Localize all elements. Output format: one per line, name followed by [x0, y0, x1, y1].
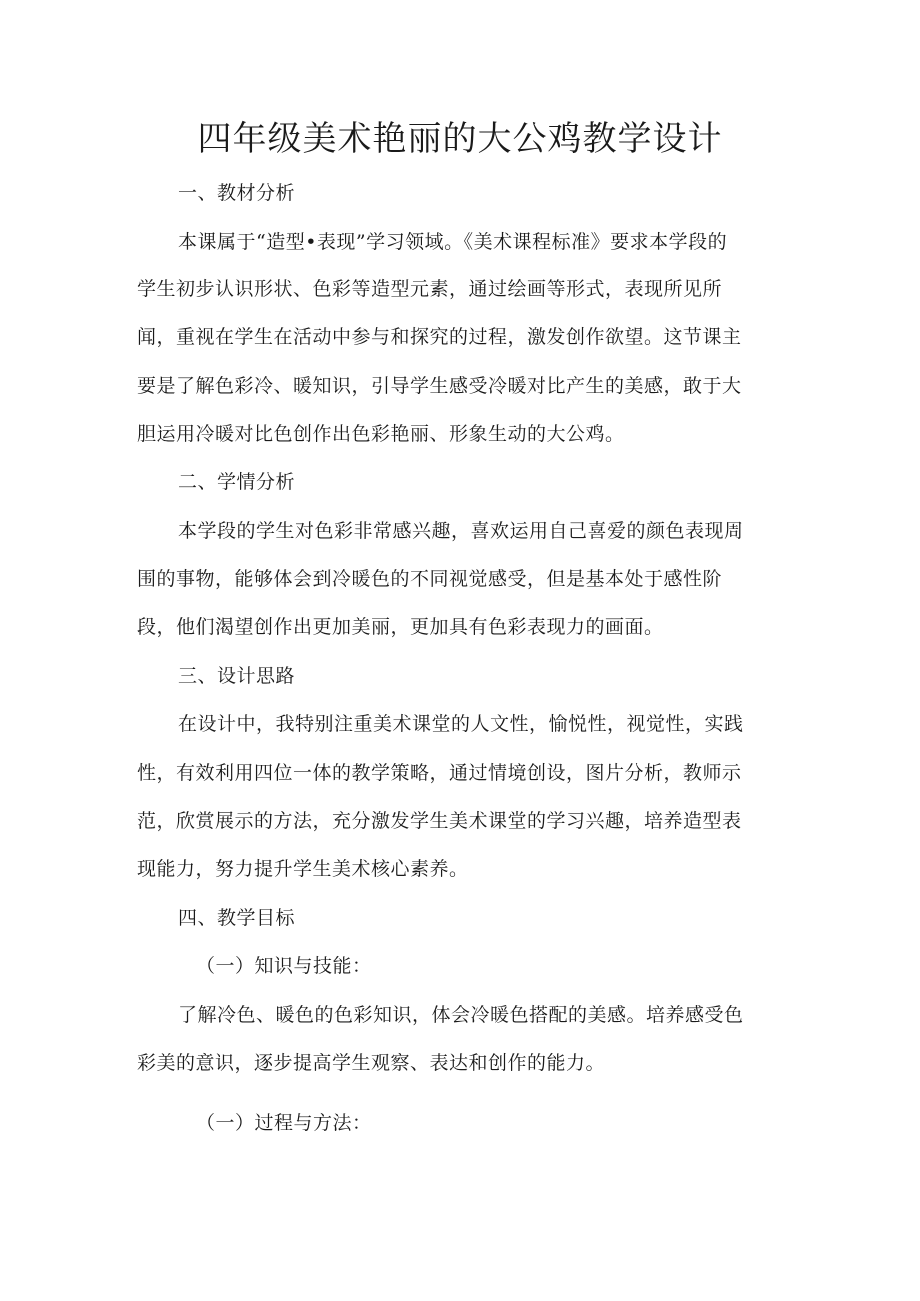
paragraph-line: 胆运用冷暖对比色创作出色彩艳丽、形象生动的大公鸡。	[137, 423, 625, 445]
section-heading-student-analysis: 二、学情分析	[178, 471, 296, 493]
paragraph-line: 本课属于“造型•表现”学习领域。《美术课程标准》要求本学段的	[178, 231, 728, 253]
section-heading-teaching-goals: 四、教学目标	[178, 907, 296, 929]
section-heading-design-idea: 三、设计思路	[178, 665, 296, 687]
paragraph-line: 范，欣赏展示的方法，充分激发学生美术课堂的学习兴趣，培养造型表	[137, 810, 742, 832]
subheading-process-methods: （一）过程与方法：	[196, 1112, 372, 1134]
paragraph-line: 段，他们渴望创作出更加美丽，更加具有色彩表现力的画面。	[137, 616, 664, 638]
page-title: 四年级美术艳丽的大公鸡教学设计	[197, 119, 723, 159]
paragraph-line: 学生初步认识形状、色彩等造型元素，通过绘画等形式，表现所见所	[137, 278, 723, 300]
paragraph-line: 闻，重视在学生在活动中参与和探究的过程，激发创作欲望。这节课主	[137, 326, 742, 348]
paragraph-line: 性，有效利用四位一体的教学策略，通过情境创设，图片分析，教师示	[137, 762, 742, 784]
paragraph-line: 本学段的学生对色彩非常感兴趣，喜欢运用自己喜爱的颜色表现周	[178, 520, 744, 542]
subheading-knowledge-skills: （一）知识与技能：	[196, 955, 372, 977]
paragraph-line: 围的事物，能够体会到冷暖色的不同视觉感受，但是基本处于感性阶	[137, 568, 723, 590]
paragraph-line: 要是了解色彩冷、暖知识，引导学生感受冷暖对比产生的美感，敢于大	[137, 375, 742, 397]
paragraph-line: 彩美的意识，逐步提高学生观察、表达和创作的能力。	[137, 1052, 606, 1074]
section-heading-textbook-analysis: 一、教材分析	[178, 182, 296, 204]
paragraph-line: 了解冷色、暖色的色彩知识，体会冷暖色搭配的美感。培养感受色	[178, 1004, 744, 1026]
paragraph-line: 现能力，努力提升学生美术核心素养。	[137, 858, 469, 880]
paragraph-line: 在设计中，我特别注重美术课堂的人文性，愉悦性，视觉性，实践	[178, 713, 744, 735]
